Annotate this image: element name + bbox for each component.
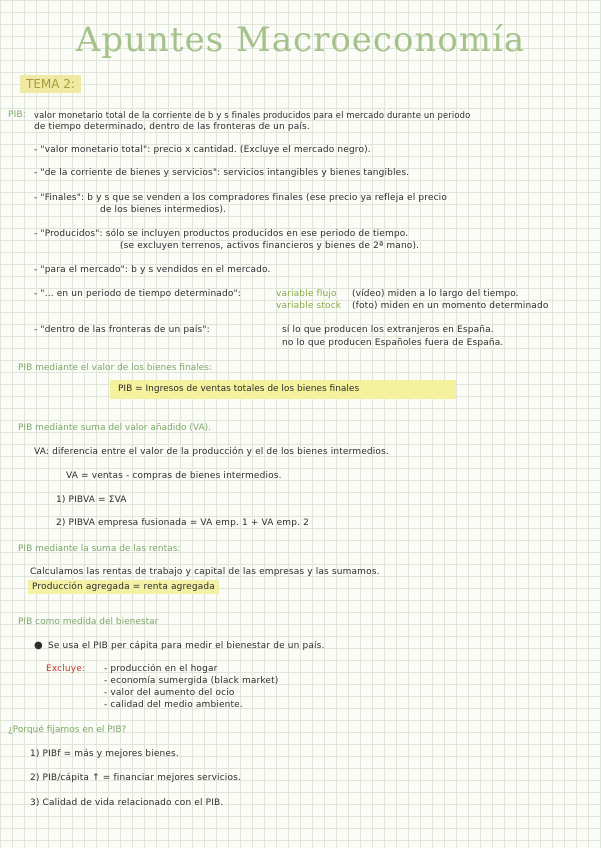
excluye-item-1: - producción en el hogar [104, 664, 218, 674]
formula-box-pib [110, 380, 456, 399]
point-corriente: - "de la corriente de bienes y servicios": servicios intangibles y bienes tangibles. [34, 168, 410, 178]
heading-rentas: PIB mediante la suma de las rentas: [18, 544, 181, 554]
variable-flujo-label: variable flujo [276, 289, 337, 299]
point-periodo: - "... en un periodo de tiempo determinado": [34, 289, 241, 299]
section-tema: TEMA 2: [20, 75, 81, 93]
rentas-formula: Producción agregada = renta agregada [28, 580, 219, 594]
rentas-text: Calculamos las rentas de trabajo y capital de las empresas y las sumamos. [30, 567, 380, 577]
heading-bienestar: PIB como medida del bienestar [18, 617, 159, 627]
excluye-item-3: - valor del aumento del ocio [104, 688, 235, 698]
excluye-item-2: - economía sumergida (black market) [104, 676, 279, 686]
va-item-2: 2) PIBVA empresa fusionada = VA emp. 1 + VA emp. 2 [56, 518, 309, 528]
va-formula: VA = ventas - compras de bienes intermedios. [66, 471, 282, 481]
fronteras-si: sí lo que producen los extranjeros en España. [282, 325, 494, 335]
variable-flujo-text: (vídeo) miden a lo largo del tiempo. [352, 289, 519, 299]
heading-valor-bienes: PIB mediante el valor de los bienes finales: [18, 363, 212, 373]
pib-label: PIB: [8, 110, 26, 120]
point-producidos-cont: (se excluyen terrenos, activos financieros y bienes de 2ª mano). [120, 241, 420, 251]
point-finales-cont: de los bienes intermedios). [100, 205, 227, 215]
point-fronteras: - "dentro de las fronteras de un país": [34, 325, 210, 335]
va-definition: VA: diferencia entre el valor de la producción y el de los bienes intermedios. [34, 447, 389, 457]
excluye-item-4: - calidad del medio ambiente. [104, 700, 243, 710]
excluye-label: Excluye: [46, 664, 86, 674]
porque-item-3: 3) Calidad de vida relacionado con el PIB. [30, 798, 224, 808]
heading-porque: ¿Porqué fijamos en el PIB? [8, 725, 127, 735]
porque-item-2: 2) PIB/cápita ↑ = financiar mejores servicios. [30, 773, 241, 783]
variable-stock-label: variable stock [276, 301, 342, 311]
formula-pib-ingresos: PIB = Ingresos de ventas totales de los bienes finales [118, 384, 360, 394]
bienestar-bullet-text: Se usa el PIB per cápita para medir el bienestar de un país. [48, 641, 325, 651]
variable-stock-text: (foto) miden en un momento determinado [352, 301, 549, 311]
bienestar-bullet-icon: ● [34, 640, 43, 651]
page-title: Apuntes Macroeconomía [75, 20, 526, 60]
pib-def-line1: valor monetario total de la corriente de b y s finales producidos para el mercado durante un periodo [34, 110, 471, 120]
fronteras-no: no lo que producen Españoles fuera de España. [282, 338, 504, 348]
pib-def-line2: de tiempo determinado, dentro de las fronteras de un país. [34, 122, 310, 132]
va-item-1: 1) PIBVA = ΣVA [56, 495, 127, 505]
porque-item-1: 1) PIBf = más y mejores bienes. [30, 749, 179, 759]
point-valor-monetario: - "valor monetario total": precio x cantidad. (Excluye el mercado negro). [34, 145, 371, 155]
point-para-mercado: - "para el mercado": b y s vendidos en el mercado. [34, 265, 271, 275]
point-finales: - "Finales": b y s que se venden a los compradores finales (ese precio ya refleja el precio [34, 193, 447, 203]
point-producidos: - "Producidos": sólo se incluyen productos producidos en ese periodo de tiempo. [34, 229, 409, 239]
heading-valor-anadido: PIB mediante suma del valor añadido (VA). [18, 423, 211, 433]
